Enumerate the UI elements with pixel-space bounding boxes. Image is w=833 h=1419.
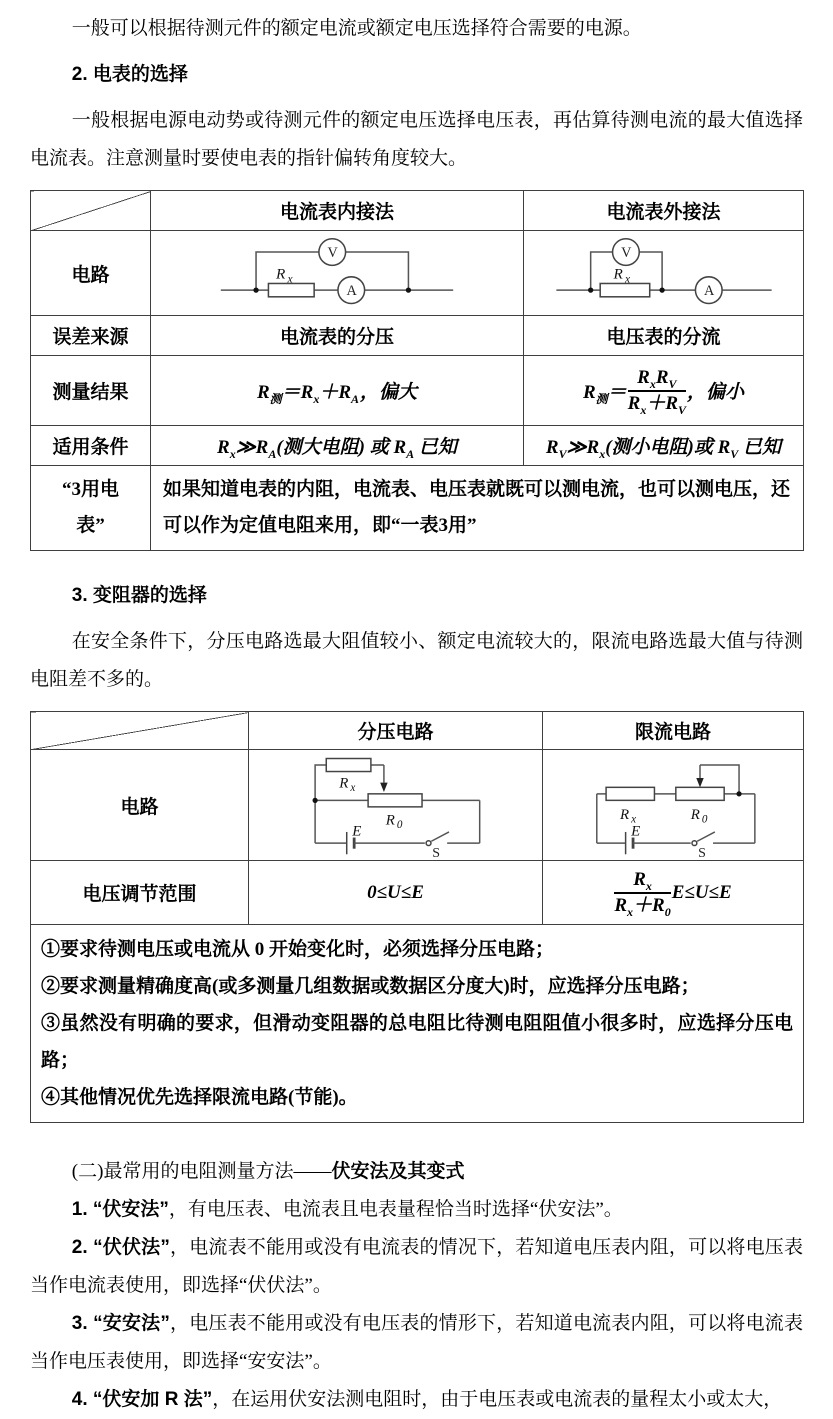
r0-label: R: [385, 812, 395, 829]
method-item-volt-volt: 2. “伏伏法”，电流表不能用或没有电流表的情况下，若知道电压表内阻，可以将电压表当作电流表使用，即选择“伏伏法”。: [30, 1237, 803, 1296]
switch-label: S: [697, 846, 706, 858]
rx-sub-label: x: [287, 273, 293, 286]
header-external-method: 电流表外接法: [524, 191, 804, 231]
result-external-suffix: ，偏小: [687, 382, 745, 403]
error-row-label: 误差来源: [31, 316, 151, 356]
circuit-external-cell: [524, 231, 804, 316]
voltage-range-limiter-cell: [543, 861, 804, 925]
selection-notes-cell: [31, 925, 804, 1123]
table-row: [31, 861, 804, 925]
result-internal-cell: [151, 356, 524, 426]
three-use-row-label: “3用电 表”: [31, 466, 151, 551]
table-row: [31, 191, 804, 231]
meter-selection-paragraph: 一般根据电源电动势或待测元件的额定电压选择电压表，再估算待测电流的最大值选择电流表。注意测量时要使电表的指针偏转角度较大。: [30, 110, 803, 169]
note-3: ③虽然没有明确的要求，但滑动变阻器的总电阻比待测电阻阻值小很多时，应选择分压电路；: [41, 1013, 793, 1071]
circuit-row-label: 电路: [31, 750, 249, 861]
switch-label: S: [431, 846, 440, 858]
ammeter-connection-table: [30, 190, 804, 551]
result-external-lhs: $R_测=$: [582, 382, 627, 406]
result-external-cell: [524, 356, 804, 426]
method-item-volt-ampere-plus-r: 4. “伏安加 R 法”，在运用伏安法测电阻时，由于电压表或电流表的量程太小或太大，: [71, 1389, 783, 1410]
result-external-fraction: $\frac{R_xR_V}{R_x+R_V}$: [627, 366, 687, 417]
condition-external-cell: $R_V≫R_x$(测小电阻)或 $R_V$ 已知: [524, 426, 804, 466]
divider-circuit-cell: [249, 750, 543, 861]
error-internal-cell: 电流表的分压: [151, 316, 524, 356]
condition-internal-cell: $R_x≫R_A$(测大电阻) 或 $R_A$ 已知: [151, 426, 524, 466]
internal-connection-circuit-diagram: [197, 233, 477, 313]
condition-row-label: 适用条件: [31, 426, 151, 466]
voltage-range-divider-cell: 0≤U≤E: [249, 861, 543, 925]
intro-paragraph: 一般可以根据待测元件的额定电流或额定电压选择符合需要的电源。: [71, 18, 642, 39]
r0-sub-label: 0: [701, 813, 707, 826]
r0-sub-label: 0: [396, 819, 403, 832]
note-1: ①要求待测电压或电流从 0 开始变化时，必须选择分压电路；: [41, 939, 555, 960]
divider-circuit-diagram: [281, 752, 511, 858]
methods-section-heading: (二)最常用的电阻测量方法——伏安法及其变式: [71, 1161, 465, 1182]
result-row-label: 测量结果: [31, 356, 151, 426]
voltmeter-icon: V: [620, 244, 631, 261]
limiter-circuit-diagram: [566, 752, 781, 858]
three-use-content-cell: 如果知道电表的内阻，电流表、电压表就既可以测电流，也可以测电压，还可以作为定值电阻来用，即“一表3用”: [151, 466, 804, 551]
emf-label: E: [351, 823, 361, 840]
header-limiter-circuit: 限流电路: [543, 712, 804, 750]
rx-sub-label: x: [349, 782, 355, 795]
voltage-range-row-label: 电压调节范围: [31, 861, 249, 925]
error-external-cell: 电压表的分流: [524, 316, 804, 356]
method-item-volt-ampere: 1. “伏安法”，有电压表、电流表且电表量程恰当时选择“伏安法”。: [71, 1199, 623, 1220]
note-2: ②要求测量精确度高(或多测量几组数据或数据区分度大)时，应选择分压电路；: [41, 976, 700, 997]
table-row: [31, 466, 804, 551]
circuit-internal-cell: [151, 231, 524, 316]
result-internal-suffix: ，偏大: [360, 382, 418, 403]
diagonal-header-cell: [31, 712, 249, 750]
r0-label: R: [690, 806, 700, 823]
rheostat-selection-paragraph: 在安全条件下，分压电路选最大阻值较小、额定电流较大的，限流电路选最大值与待测电阻差不多的。: [30, 631, 803, 690]
table-row: [31, 712, 804, 750]
note-4: ④其他情况优先选择限流电路(节能)。: [41, 1087, 358, 1108]
rx-label: R: [338, 775, 348, 792]
external-connection-circuit-diagram: [539, 233, 789, 313]
table-row: [31, 316, 804, 356]
ammeter-icon: A: [346, 282, 357, 299]
rx-label: R: [619, 806, 629, 823]
rheostat-circuit-table: [30, 711, 804, 1123]
voltmeter-icon: V: [327, 244, 338, 261]
table-row: [31, 426, 804, 466]
emf-label: E: [630, 823, 640, 840]
voltage-range-fraction: $\frac{R_x}{R_x+R_0}$: [614, 868, 671, 919]
table-row: [31, 231, 804, 316]
limiter-circuit-cell: [543, 750, 804, 861]
table-row: [31, 356, 804, 426]
rx-sub-label: x: [624, 273, 630, 286]
diagonal-header-cell: [31, 191, 151, 231]
header-divider-circuit: 分压电路: [249, 712, 543, 750]
table-row: [31, 925, 804, 1123]
heading-meter-selection: 2. 电表的选择: [71, 64, 188, 85]
table-row: [31, 750, 804, 861]
rx-sub-label: x: [630, 813, 636, 826]
ammeter-icon: A: [703, 282, 714, 299]
rx-label: R: [276, 265, 286, 283]
heading-rheostat-selection: 3. 变阻器的选择: [71, 585, 207, 606]
header-internal-method: 电流表内接法: [151, 191, 524, 231]
method-item-ampere-ampere: 3. “安安法”，电压表不能用或没有电压表的情形下，若知道电流表内阻，可以将电流表当作电压表使用，即选择“安安法”。: [30, 1313, 803, 1372]
circuit-row-label: 电路: [31, 231, 151, 316]
result-internal-formula: $R_测=R_x+R_A$: [256, 382, 360, 406]
rx-label: R: [613, 265, 623, 283]
voltage-range-suffix: E≤U≤E: [671, 881, 732, 903]
